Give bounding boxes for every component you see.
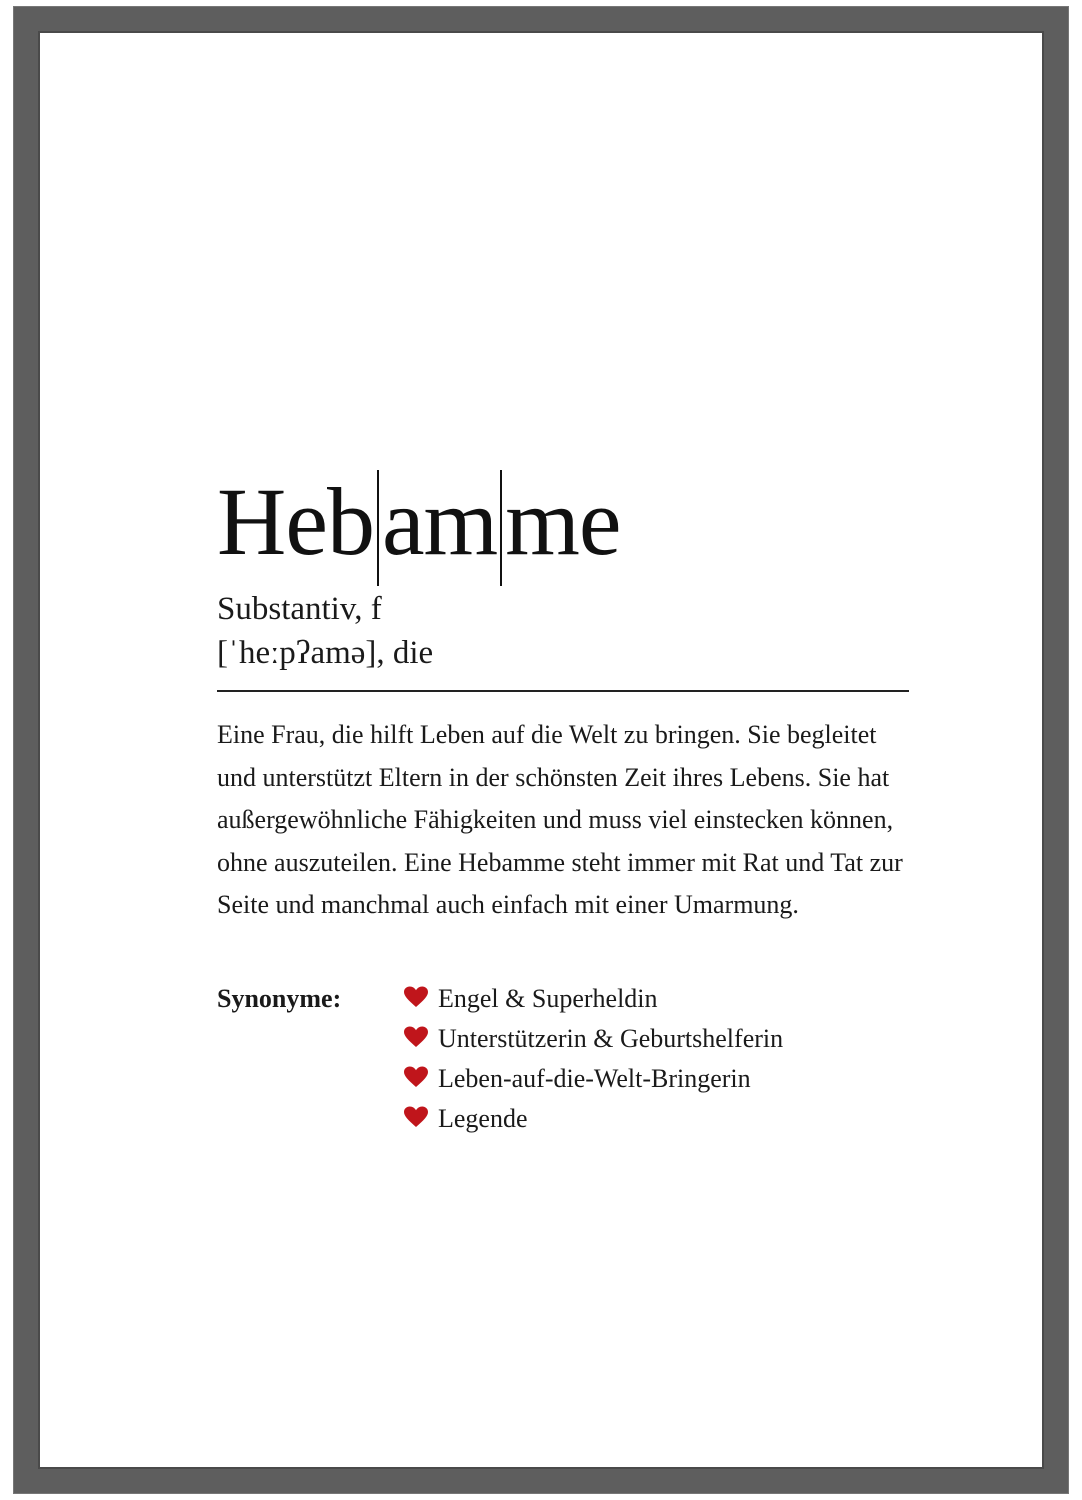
synonyms-list (402, 979, 783, 1139)
synonym-item (402, 979, 783, 1019)
definition-text: Eine Frau, die hilft Leben auf die Welt zu bringen. Sie begleitet und unterstützt Eltern in der schönsten Zeit ihres Lebens. Sie hat außergewöhnliche Fähigkeiten und muss viel einstecken können, ohne auszuteilen. Eine Hebamme steht immer mit Rat und Tat zur Seite und manchmal auch einfach mit einer Umarmung. (217, 720, 903, 920)
heart-icon (402, 1105, 430, 1129)
synonym-item (402, 1099, 783, 1139)
pronunciation: [ˈheːpʔamə], die (217, 634, 434, 671)
synonym-item (402, 1019, 783, 1059)
synonyms-section (217, 979, 917, 1139)
syllable: me (505, 468, 621, 575)
heart-icon (402, 985, 430, 1009)
headword (217, 470, 917, 580)
synonym-text: Leben-auf-die-Welt-Bringerin (438, 1063, 751, 1093)
synonym-text: Legende (438, 1103, 528, 1133)
syllable: am (381, 468, 498, 575)
definition-block (217, 470, 917, 1139)
heart-icon (402, 1025, 430, 1049)
synonyms-label: Synonyme: (217, 983, 342, 1013)
syllable-divider (500, 470, 502, 586)
syllable-divider (377, 470, 379, 586)
divider-line (217, 690, 909, 692)
syllable: Heb (217, 468, 374, 575)
part-of-speech: Substantiv, f (217, 591, 382, 627)
heart-icon (402, 1065, 430, 1089)
synonym-text: Engel & Superheldin (438, 983, 658, 1013)
synonym-item (402, 1059, 783, 1099)
synonym-text: Unterstützerin & Geburtshelferin (438, 1023, 784, 1053)
